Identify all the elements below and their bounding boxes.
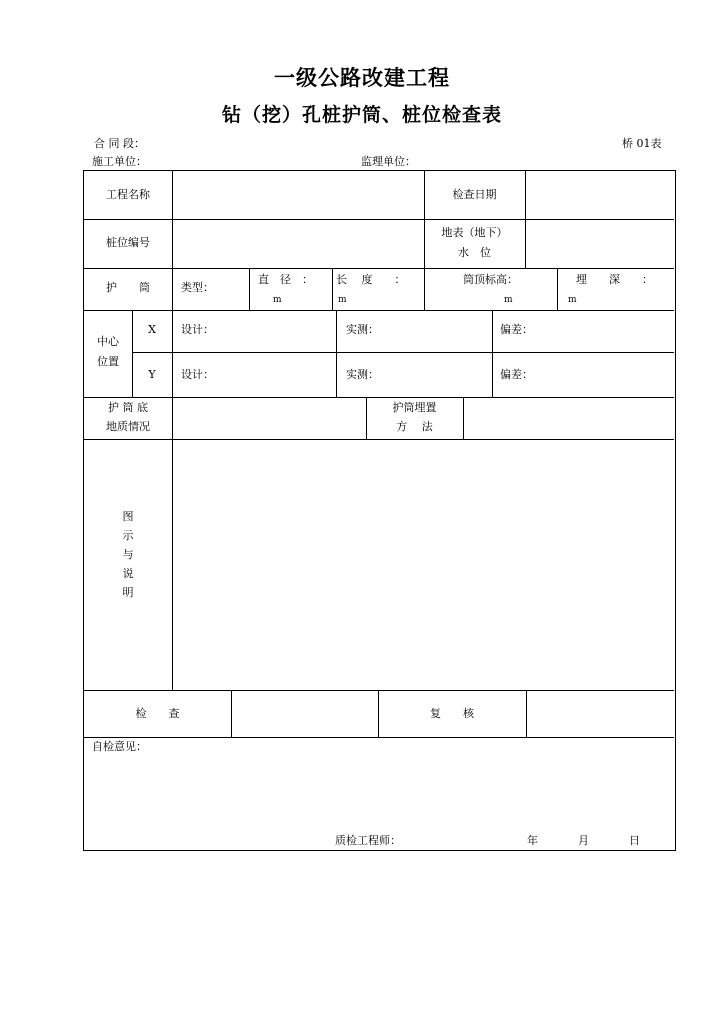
supervision-unit-label: 监理单位： [361, 155, 416, 168]
x-measured-label: 实测： [346, 323, 379, 336]
inspection-date-label: 检查日期 [452, 188, 497, 201]
form-code: 桥 01表 [622, 137, 662, 150]
diameter-label: 直 径 ： [258, 273, 313, 286]
water-level-field[interactable] [526, 220, 673, 267]
project-title: 一级公路改建工程 [274, 66, 450, 90]
diagram-area[interactable] [173, 440, 673, 689]
x-design-label: 设计： [181, 323, 214, 336]
top-elevation-label: 筒顶标高： [463, 273, 518, 286]
review-field[interactable] [527, 691, 673, 736]
construction-unit-label: 施工单位： [92, 155, 147, 168]
center-label-line1: 中心 [97, 335, 119, 348]
review-label: 复 核 [430, 707, 474, 720]
burial-depth-unit: m [568, 295, 577, 305]
water-level-label-line2: 水 位 [458, 246, 491, 259]
center-label-line2: 位置 [97, 355, 119, 368]
pile-number-label: 桩位编号 [106, 236, 150, 249]
inspection-date-field[interactable] [526, 172, 673, 218]
check-field[interactable] [232, 691, 377, 736]
diagram-label-char-4: 说 [122, 567, 134, 580]
type-label: 类型： [181, 281, 214, 294]
day-label: 日 [629, 834, 640, 847]
y-design-label: 设计： [181, 368, 214, 381]
qc-engineer-label: 质检工程师： [335, 834, 401, 847]
length-unit: m [338, 295, 347, 305]
casing-bottom-label-line1: 护 筒 底 [108, 401, 148, 414]
inspection-form-table [83, 170, 676, 851]
embed-method-field[interactable] [464, 398, 673, 438]
casing-bottom-field[interactable] [173, 398, 365, 438]
diagram-label-char-5: 明 [122, 586, 134, 599]
y-measured-label: 实测： [346, 368, 379, 381]
diagram-label-char-1: 图 [122, 510, 134, 523]
form-title: 钻（挖）孔桩护筒、桩位检查表 [221, 104, 502, 126]
check-label: 检 查 [135, 707, 180, 720]
self-check-field[interactable] [92, 757, 672, 829]
year-label: 年 [527, 834, 538, 847]
x-deviation-label: 偏差： [500, 323, 533, 336]
diagram-label-char-2: 示 [122, 529, 134, 542]
y-deviation-label: 偏差： [500, 368, 533, 381]
project-name-label: 工程名称 [106, 188, 150, 201]
contract-section-label: 合 同 段： [94, 137, 145, 150]
month-label: 月 [578, 834, 589, 847]
casing-label: 护 筒 [106, 281, 150, 294]
burial-depth-label: 埋 深 ： [576, 273, 653, 286]
project-name-field[interactable] [173, 172, 423, 218]
top-elevation-unit: m [504, 295, 513, 305]
diameter-unit: m [273, 295, 282, 305]
x-label: X [148, 323, 156, 336]
length-label: 长 度 ： [336, 273, 406, 286]
pile-number-field[interactable] [173, 220, 423, 267]
water-level-label-line1: 地表（地下） [441, 226, 508, 239]
self-check-label: 自检意见： [92, 740, 147, 753]
casing-bottom-label-line2: 地质情况 [106, 420, 150, 433]
diagram-label-char-3: 与 [122, 548, 134, 561]
y-label: Y [148, 368, 156, 381]
embed-method-label-line1: 护筒埋置 [392, 401, 437, 414]
embed-method-label-line2: 方 法 [396, 420, 433, 433]
